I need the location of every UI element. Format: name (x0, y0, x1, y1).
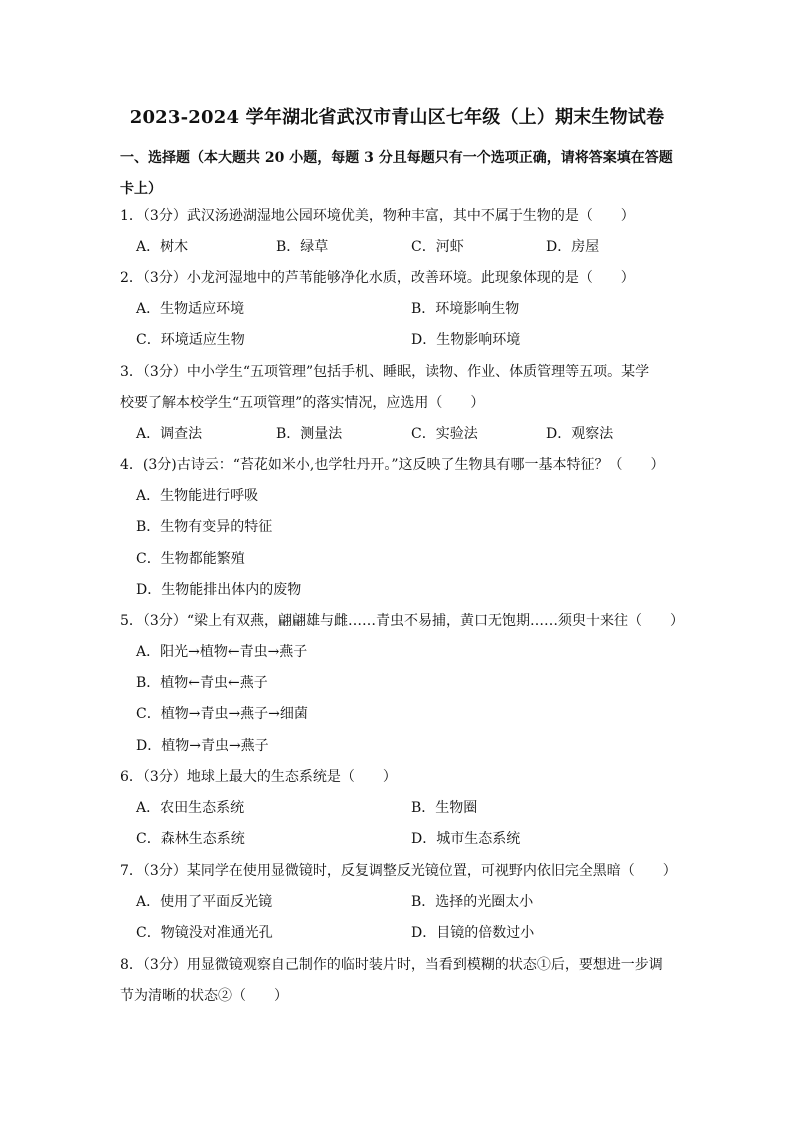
question-2-option-a: A．生物适应环境 (136, 301, 245, 317)
question-3-option-b: B．测量法 (276, 426, 343, 442)
question-2-stem: 2．（3分）小龙河湿地中的芦苇能够净化水质，改善环境。此现象体现的是（ ） (120, 270, 635, 286)
question-8-stem-line-2: 节为清晰的状态②（ ） (120, 988, 288, 1004)
question-3-option-d: D．观察法 (546, 426, 614, 442)
question-2-option-b: B．环境影响生物 (411, 301, 520, 317)
question-8-stem-line-1: 8．（3分）用显微镜观察自己制作的临时装片时，当看到模糊的状态①后，要想进一步调 (120, 957, 663, 973)
question-6-stem: 6．（3分）地球上最大的生态系统是（ ） (120, 769, 397, 785)
question-6-option-d: D．城市生态系统 (411, 831, 521, 847)
question-6-option-c: C．森林生态系统 (136, 831, 245, 847)
question-5-option-a: A．阳光→植物←青虫→燕子 (136, 644, 308, 660)
question-2-option-c: C．环境适应生物 (136, 332, 245, 348)
question-5-option-b: B．植物←青虫←燕子 (136, 675, 268, 691)
question-3-option-c: C．实验法 (411, 426, 478, 442)
question-7-option-a: A．使用了平面反光镜 (136, 894, 273, 910)
question-4-option-b: B．生物有变异的特征 (136, 519, 273, 535)
question-6-option-b: B．生物圈 (411, 800, 478, 816)
question-7-option-b: B．选择的光圈太小 (411, 894, 534, 910)
question-4-option-d: D．生物能排出体内的废物 (136, 582, 302, 598)
question-2-option-d: D．生物影响环境 (411, 332, 521, 348)
exam-title: 2023-2024 学年湖北省武汉市青山区七年级（上）期末生物试卷 (129, 107, 665, 128)
question-7-option-c: C．物镜没对准通光孔 (136, 925, 273, 941)
question-3-stem-line-1: 3．（3分）中小学生“五项管理”包括手机、睡眠，读物、作业、体质管理等五项。某学 (120, 364, 650, 380)
question-1-option-b: B．绿草 (276, 239, 329, 255)
question-5-stem: 5．（3分）“梁上有双燕，翩翩雄与雌……青虫不易捕，黄口无饱期……须臾十来往（ ） (120, 613, 684, 629)
question-1-option-a: A．树木 (136, 239, 189, 255)
question-7-stem: 7．（3分）某同学在使用显微镜时，反复调整反光镜位置，可视野内依旧完全黑暗（ ） (120, 863, 677, 879)
question-4-option-a: A．生物能进行呼吸 (136, 488, 259, 504)
question-7-option-d: D．目镜的倍数过小 (411, 925, 535, 941)
question-3-stem-line-2: 校要了解本校学生“五项管理”的落实情况，应选用（ ） (120, 395, 485, 411)
section-heading: 一、选择题（本大题共 20 小题，每题 3 分且每题只有一个选项正确，请将答案填在答题卡上） (120, 150, 673, 197)
question-6-option-a: A．农田生态系统 (136, 800, 245, 816)
question-5-option-c: C．植物→青虫→燕子→细菌 (136, 706, 308, 722)
question-4-stem: 4．(3分)古诗云：“苔花如米小,也学牡丹开。”这反映了生物具有哪一基本特征？（ ） (120, 457, 665, 473)
question-3-option-a: A．调查法 (136, 426, 203, 442)
question-1-option-d: D．房屋 (546, 239, 600, 255)
question-1-stem: 1．（3分）武汉汤逊湖湿地公园环境优美，物种丰富，其中不属于生物的是（ ） (120, 208, 635, 224)
question-1-option-c: C．河虾 (411, 239, 464, 255)
question-5-option-d: D．植物→青虫→燕子 (136, 738, 269, 754)
question-4-option-c: C．生物都能繁殖 (136, 551, 245, 567)
